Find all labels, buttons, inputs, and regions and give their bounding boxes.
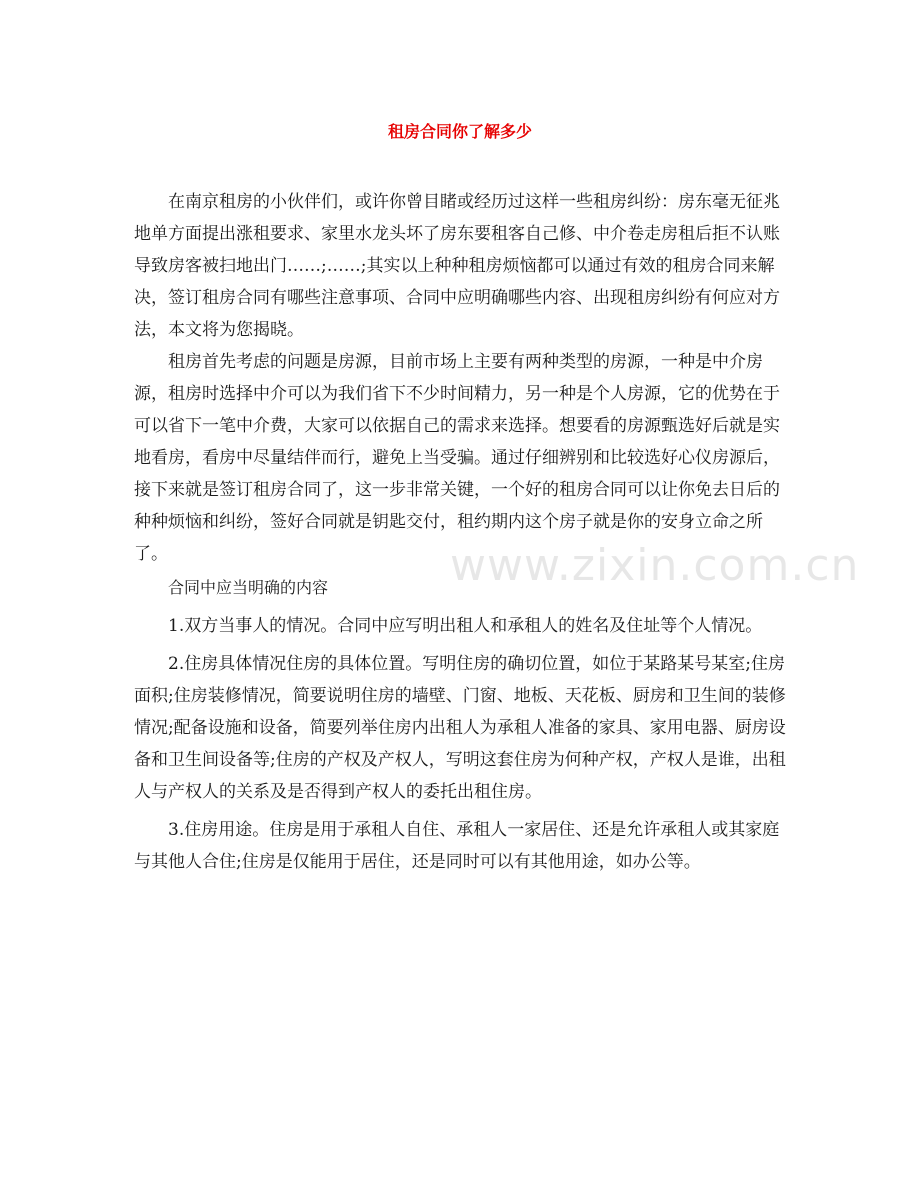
document-title: 租房合同你了解多少: [387, 122, 532, 141]
housing-source-paragraph: 租房首先考虑的问题是房源，目前市场上主要有两种类型的房源，一种是中介房源，租房时选择中介可以为我们省下不少时间精力，另一种是个人房源，它的优势在于可以省下一笔中介费，大家可以依据自己的需求来选择。想要看的房源甄选好后就是实地看房，看房中尽量结伴而行，避免上当受骗。通过仔细辨别和比较选好心仪房源后，接下来就是签订租房合同了，这一步非常关键，一个好的租房合同可以让你免去日后的种种烦恼和纠纷，签好合同就是钥匙交付，租约期内这个房子就是你的安身立命之所了。: [134, 352, 780, 564]
list-item-housing-usage: 3.住房用途。住房是用于承租人自住、承租人一家居住、还是允许承租人或其家庭与其他人合住;住房是仅能用于居住，还是同时可以有其他用途，如办公等。: [134, 820, 780, 872]
intro-paragraph: 在南京租房的小伙伴们，或许你曾目睹或经历过这样一些租房纠纷：房东毫无征兆地单方面提出涨租要求、家里水龙头坏了房东要租客自己修、中介卷走房租后拒不认账导致房客被扫地出门……;……;其实以上种种租房烦恼都可以通过有效的租房合同来解决，签订租房合同有哪些注意事项、合同中应明确哪些内容、出现租房纠纷有何应对方法，本文将为您揭晓。: [134, 192, 780, 340]
list-item-housing-details: 2.住房具体情况住房的具体位置。写明住房的确切位置，如位于某路某号某室;住房面积;住房装修情况，简要说明住房的墙壁、门窗、地板、天花板、厨房和卫生间的装修情况;配备设施和设备，简要列举住房内出租人为承租人准备的家具、家用电器、厨房设备和卫生间设备等;住房的产权及产权人，写明这套住房为何种产权，产权人是谁，出租人与产权人的关系及是否得到产权人的委托出租住房。: [134, 654, 786, 802]
watermark-text: www.zixin.com.cn: [450, 540, 860, 591]
document-body: [134, 186, 786, 878]
list-item-parties: 1.双方当事人的情况。合同中应写明出租人和承租人的姓名及住址等个人情况。: [168, 616, 763, 636]
section-heading: 合同中应当明确的内容: [168, 578, 329, 597]
